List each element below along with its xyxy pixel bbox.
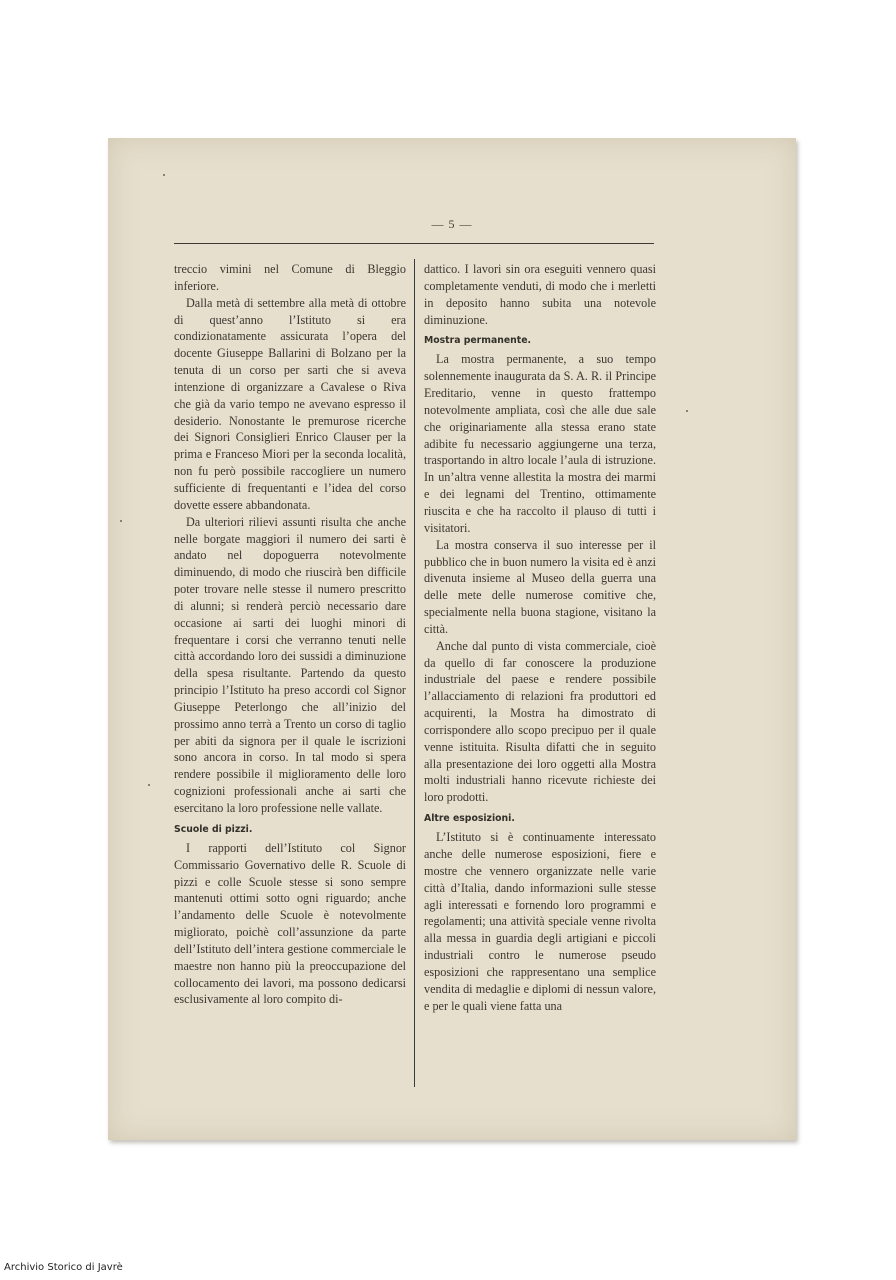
paragraph: treccio vimini nel Comune di Bleggio inferiore.	[174, 262, 406, 293]
header-rule	[174, 243, 654, 244]
paragraph: dattico. I lavori sin ora eseguiti vennero quasi completamente venduti, di modo che i merletti in deposito hanno subita una notevole diminuzione.	[424, 262, 656, 327]
paper-speck	[686, 410, 688, 412]
column-divider	[414, 259, 415, 1087]
page-number: — 5 —	[431, 217, 473, 231]
right-column	[424, 261, 656, 1014]
section-heading: Scuole di pizzi.	[174, 823, 253, 835]
paragraph: La mostra permanente, a suo tempo solennemente inaugurata da S. A. R. il Principe Ereditario, venne in questo frattempo notevolmente ampliata, così che alle due sale che originariamente alla stessa erano state adibite fu necessario aggiungerne una terza, trasportando in altro locale l’aula di istruzione. In un’altra venne allestita la mostra dei marmi e dei legnami del Trentino, ottimamente riuscita e che ha raccolto il plauso di tutti i visitatori.	[424, 352, 656, 535]
paper-speck	[148, 784, 150, 786]
paragraph: L’Istituto si è continuamente interessato anche delle numerose esposizioni, fiere e mostre che vennero organizzate nelle varie città d’Italia, dando informazioni sulle stesse agli interessati e fornendo loro programmi e regolamenti; una attività speciale venne rivolta alla messa in guardia degli artigiani e piccoli industriali contro le numerose pseudo esposizioni che rappresentano una semplice vendita di medaglie e diplomi di nessun valore, e per le quali viene fatta una	[424, 830, 656, 1013]
archive-credit: Archivio Storico di Javrè	[4, 1262, 123, 1273]
paragraph: I rapporti dell’Istituto col Signor Commissario Governativo delle R. Scuole di pizzi e colle Scuole stesse si sono sempre mantenuti ottimi sotto ogni riguardo; anche l’andamento delle Scuole è notevolmente migliorato, poichè coll’assunzione da parte dell’Istituto dell’intera gestione commerciale le maestre non hanno più la preoccupazione del collocamento dei lavori, ma possono dedicarsi esclusivamente al loro compito di-	[174, 840, 406, 1007]
paper-speck	[163, 174, 165, 176]
paragraph: La mostra conserva il suo interesse per il pubblico che in buon numero la visita ed è anzi divenuta insieme al Museo della guerra una delle mete delle numerose comitive che, specialmente nella buona stagione, visitano la città.	[424, 537, 656, 636]
section-heading: Altre esposizioni.	[424, 813, 515, 825]
paragraph: Anche dal punto di vista commerciale, cioè da quello di far conoscere la produzione industriale del paese e rendere possibile l’allacciamento di relazioni fra produttori ed acquirenti, la Mostra ha dimostrato di corrispondere allo scopo precipuo per il quale venne istituita. Risulta difatti che in seguito alla presentazione dei loro oggetti alla Mostra molti industriali hanno ricevute richieste dei loro prodotti.	[424, 638, 656, 805]
paragraph: Da ulteriori rilievi assunti risulta che anche nelle borgate maggiori il numero dei sarti è andato nel dopoguerra notevolmente diminuendo, di modo che riuscirà ben difficile poter trovare nelle stesse il numero prescritto di alunni; si renderà perciò necessario dare occasione ai sarti dei luoghi minori di frequentare i corsi che verranno tenuti nelle città accordando loro dei sussidi a diminuzione della spesa risultante. Partendo da questo principio l’Istituto ha preso accordi col Signor Giuseppe Peterlongo che all’inizio del prossimo anno terrà a Trento un corso di taglio per abiti da signora per il quale le iscrizioni sono ancora in corso. In tal modo si spera rendere possibile il miglioramento delle loro cognizioni professionali anche ai sarti che esercitano la loro professione nelle vallate.	[174, 514, 406, 815]
paragraph: Dalla metà di settembre alla metà di ottobre di quest’anno l’Istituto si era condizionatamente assicurata l’opera del docente Giuseppe Ballarini di Bolzano per la tenuta di un corso per sarti che si aveva intenzione di organizzare a Cavalese o Riva che già da vario tempo ne avevano espresso il desiderio. Nonostante le premurose ricerche dei Signori Consiglieri Enrico Clauser per la prima e Franceso Miori per la seconda località, non fu però possibile raccogliere un numero sufficiente di frequentanti e l’idea del corso dovette essere abbandonata.	[174, 295, 406, 512]
left-column	[174, 261, 406, 1008]
paper-speck	[120, 520, 122, 522]
document-page	[108, 138, 796, 1140]
section-heading: Mostra permanente.	[424, 335, 532, 347]
